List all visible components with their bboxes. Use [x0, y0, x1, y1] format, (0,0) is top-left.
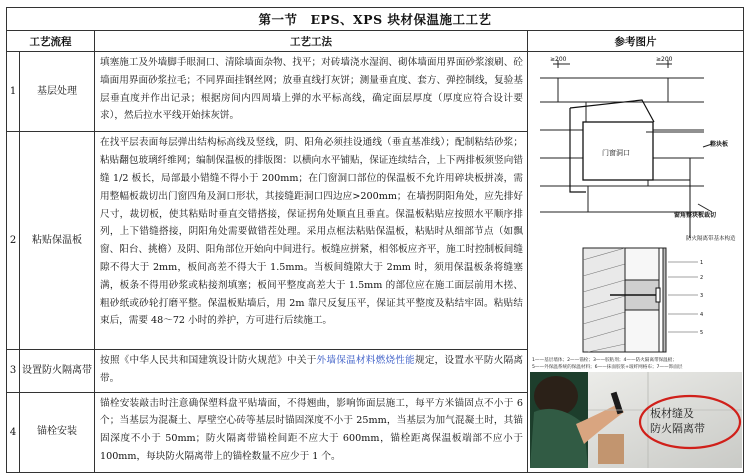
construction-table	[6, 7, 744, 473]
step-name: 基层处理	[20, 52, 95, 132]
step-name: 粘贴保温板	[20, 132, 95, 349]
figure2-legend-line1: 1——基层墙体；2——锚栓；3——胶粘剂；4——防火隔离带保温板；	[532, 358, 677, 363]
step-description	[95, 349, 528, 392]
text-pre: 按照《中华人民共和国建筑设计防火规范》中关于	[100, 354, 317, 366]
row-number: 2	[7, 132, 20, 349]
figure2-legend-line2: 5——外保温系统的保温材料；6——抹面胶浆+玻纤网格布；7——饰面层	[532, 365, 683, 370]
header-reference: 参考图片	[528, 31, 744, 52]
step-description: 填塞施工及外墙脚手眼洞口、清除墙面杂物、找平；对砖墙浇水湿润、砌体墙面用界面砂浆滚刷、砼墙面用界面砂浆拉毛；不同界面挂钢丝网；放垂直线打灰饼；测量垂直度、套方、弹控制线，复验基层垂直度并作出记录；根据房间内四周墙上弹的水平标高线，确定面层厚度（厚度应符合设计要求），然后拉水平线开始抹灰饼。	[95, 52, 528, 132]
label-block: 整块板	[710, 141, 729, 148]
reference-images	[528, 52, 744, 473]
table-row	[7, 52, 744, 132]
step-description: 在找平层表面每层弹出结构标高线及竖线，阴、阳角必须挂设通线（垂直基准线）；配制粘结砂浆；粘贴翻包玻璃纤维网；编制保温板的排版图：以横向水平铺贴，保证连续结合，上下两排板须竖向错缝 1/2 板长，局部最小错缝不得小于 200mm；在门窗洞口部位的保温板不允许用碎块板拼凑，需用整幅板裁切出门窗四角及洞口形状，其接缝距洞口四边应>200mm；在墙拐阴阳角处，应先排好尺寸，裁切板，使其粘贴时垂直交错搭接，保证拐角处顺直且垂直。保温板粘贴应按照水平顺序排列，上下错缝搭接，阴阳角处需要做错茬处理。采用点框法粘贴保温板，粘贴时从细部节点（如飘窗、阳台、挑檐）及阴、阳角部位开始向中间进行。板缝应拼紧，相邻板应齐平，施工时控制板间缝隙不得大于 2mm，板间高差不得大于 1.5mm。当板间缝隙大于 2mm 时，须用保温板条将缝塞满，板条不得用砂浆或粘接剂填塞；板间平整度高差大于 1.5mm 的部位应在施工面层前用木搓、粗砂纸或砂轮打磨平整。保温板贴墙后，用 2m 靠尺反复压平，保证其平整度及粘结牢固。粘贴结束后，需要 48～72 小时的养护，方可进行后续施工。	[95, 132, 528, 349]
dimension-left: ≥200	[550, 56, 567, 63]
photo-caption-line1: 板材缝及	[650, 407, 694, 420]
label-cut: 窗角整块板裁切	[674, 212, 717, 219]
construction-photo	[530, 372, 742, 468]
svg-text:5: 5	[700, 330, 704, 336]
svg-text:1: 1	[700, 260, 704, 266]
header-method: 工艺工法	[95, 31, 528, 52]
dimension-right: ≥200	[656, 56, 673, 63]
svg-text:4: 4	[700, 312, 704, 318]
regulation-link[interactable]: 外墙保温材料燃烧性能	[316, 354, 415, 366]
row-number: 4	[7, 392, 20, 472]
step-description: 锚栓安装敲击时注意确保塑料盘平贴墙面，不得翘曲，影响饰面层施工，每平方米锚固点不小于 6 个；当基层为混凝土、厚壁空心砖等基层时锚固深度不小于 25mm，当基层为加气混凝土时，其锚固深度不小于 50mm；防火隔离带锚栓间距不应大于 600mm，锚栓距离保温板端部不应小于 100mm，每块防火隔离带上的锚栓数量不应少于 1 个。	[95, 392, 528, 472]
header-row	[7, 31, 744, 52]
header-process: 工艺流程	[7, 31, 95, 52]
section-title: 第一节 EPS、XPS 块材保温施工工艺	[7, 8, 744, 31]
svg-text:3: 3	[700, 293, 704, 299]
reference-figures	[528, 52, 744, 468]
step-name: 设置防火隔离带	[20, 349, 95, 392]
svg-text:2: 2	[700, 275, 704, 281]
step-name: 锚栓安装	[20, 392, 95, 472]
title-row	[7, 8, 744, 31]
text-post: 规定，设置水平防火隔离带。	[100, 354, 524, 384]
row-number: 3	[7, 349, 20, 392]
row-number: 1	[7, 52, 20, 132]
fire-barrier-section	[583, 248, 703, 352]
figure1-caption: 防火隔离带基本构造	[686, 236, 736, 242]
photo-caption-line2: 防火隔离带	[650, 422, 705, 435]
window-label: 门窗洞口	[602, 149, 630, 157]
